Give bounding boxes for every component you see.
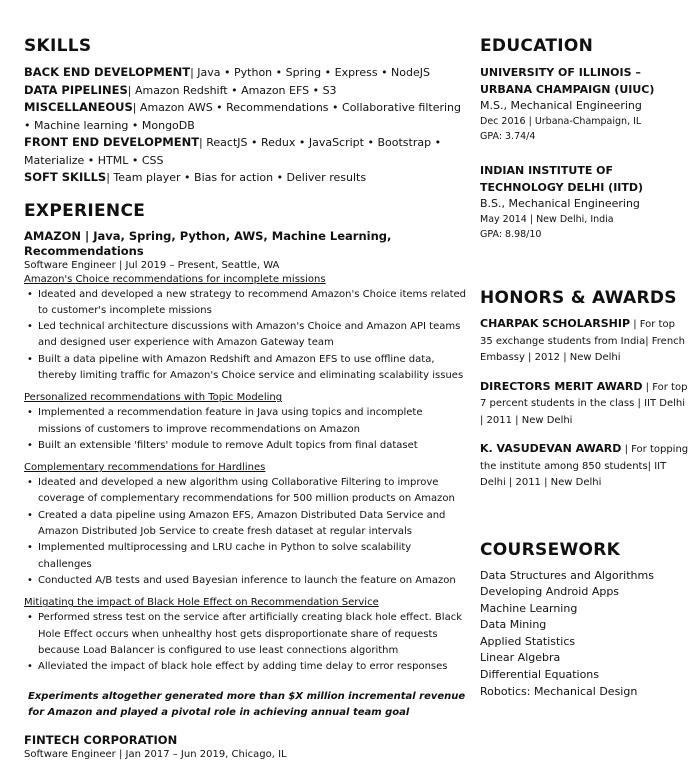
award-description: For top 35 exchange students from India| French Embassy | 2012 | New Delhi <box>480 319 685 363</box>
skill-category: DATA PIPELINES <box>24 82 128 97</box>
coursework-list <box>480 568 690 701</box>
award-separator: | <box>621 444 632 455</box>
project-title: Complementary recommendations for Hardlines <box>24 462 266 474</box>
experience-heading: EXPERIENCE <box>24 200 146 221</box>
coursework-heading: COURSEWORK <box>480 539 621 560</box>
left-column <box>24 36 468 762</box>
course-item: Data Mining <box>480 618 547 632</box>
award-description: For topping the institute among 850 students| IIT Delhi | 2011 | New Delhi <box>480 444 689 488</box>
course-item: Machine Learning <box>480 601 578 615</box>
project-bullets <box>24 475 468 589</box>
skill-values: | Java • Python • Spring • Express • NodeJS <box>190 66 430 79</box>
bullet-item: • Ideated and developed a new algorithm using Collaborative Filtering to improve coverage of complementary recommendations for 500 million products on Amazon <box>24 475 468 508</box>
impact-statement: Experiments altogether generated more than $X million incremental revenue for Amazon and played a pivotal role in achieving annual team goal <box>28 691 466 718</box>
education-entry <box>480 162 690 242</box>
project-title: Personalized recommendations with Topic Modeling <box>24 392 283 404</box>
award-description: For top 7 percent students in the class | IIT Delhi | 2011 | New Delhi <box>480 381 688 426</box>
company-amazon: AMAZON | Java, Spring, Python, AWS, Machine Learning, Recommendations <box>24 228 392 258</box>
skill-row <box>24 134 468 169</box>
institution-name: INDIAN INSTITUTE OF TECHNOLOGY DELHI (IITD) <box>480 164 644 194</box>
company-fintech: FINTECH CORPORATION <box>24 733 178 748</box>
award-entry <box>480 441 690 492</box>
award-name: CHARPAK SCHOLARSHIP <box>480 317 631 330</box>
award-entry <box>480 379 690 430</box>
course-item: Applied Statistics <box>480 634 576 648</box>
bullet-item: • Implemented multiprocessing and LRU cache in Python to solve scalability challenges <box>24 540 468 573</box>
skill-row <box>24 64 468 82</box>
skill-category: SOFT SKILLS <box>24 170 107 184</box>
course-item: Differential Equations <box>480 668 600 682</box>
right-column <box>480 36 690 700</box>
skill-row <box>24 82 468 100</box>
award-entry <box>480 316 690 367</box>
gpa: GPA: 3.74/4 <box>480 131 536 142</box>
award-separator: | <box>642 381 653 393</box>
course-item: Developing Android Apps <box>480 585 620 599</box>
bullet-item: • Performed stress test on the service after artificially creating black hole effect. Black Hole Effect occurs when unhealthy host gets disproportionate share of requests because Load Balancer is configured to use least connections algorithm <box>24 610 468 659</box>
project-title: Amazon's Choice recommendations for incomplete missions <box>24 273 326 285</box>
honors-heading: HONORS & AWARDS <box>480 288 677 308</box>
bullet-item: • Built an extensible 'filters' module to remove Adult topics from final dataset <box>24 438 468 454</box>
bullet-item: • Conducted A/B tests and used Bayesian inference to launch the feature on Amazon <box>24 573 468 589</box>
bullet-item: • Implemented a recommendation feature in Java using topics and incomplete missions of customers to improve recommendations on Amazon <box>24 405 468 438</box>
project-bullets <box>24 610 468 675</box>
skill-category: FRONT END DEVELOPMENT <box>24 135 200 149</box>
skills-list <box>24 64 468 187</box>
skill-values: | ReactJS • Redux • JavaScript • Bootstrap • Materialize • HTML • CSS <box>24 136 442 167</box>
skill-values: | Team player • Bias for action • Deliver results <box>106 171 367 184</box>
institution-name: UNIVERSITY OF ILLINOIS – URBANA CHAMPAIGN (UIUC) <box>480 66 655 96</box>
education-details: May 2014 | New Delhi, India <box>480 214 614 225</box>
bullet-item: • Created a data pipeline using Amazon EFS, Amazon Distributed Data Service and Amazon Distributed Job Service to create fresh dataset at regular intervals <box>24 508 468 541</box>
skill-category: MISCELLANEOUS <box>24 100 133 114</box>
skill-values: | Amazon Redshift • Amazon EFS • S3 <box>127 83 337 97</box>
education-heading: EDUCATION <box>480 36 594 56</box>
bullet-item: • Led technical architecture discussions with Amazon's Choice and Amazon API teams and designed user experience with Amazon Gateway team <box>24 319 468 352</box>
bullet-item: • Ideated and developed a new strategy to recommend Amazon's Choice items related to customer's incomplete missions <box>24 287 468 320</box>
skill-category: BACK END DEVELOPMENT <box>24 65 191 79</box>
education-entry <box>480 64 690 144</box>
skills-heading: SKILLS <box>24 36 92 56</box>
skill-row <box>24 99 468 134</box>
project-bullets <box>24 287 468 385</box>
course-item: Linear Algebra <box>480 651 561 665</box>
role-fintech: Software Engineer | Jan 2017 – Jun 2019, Chicago, IL <box>24 749 287 761</box>
skill-row <box>24 169 468 187</box>
degree: M.S., Mechanical Engineering <box>480 99 642 112</box>
gpa: GPA: 8.98/10 <box>480 229 542 240</box>
bullet-item: • Alleviated the impact of black hole effect by adding time delay to error responses <box>24 659 468 675</box>
skill-values: | Amazon AWS • Recommendations • Collaborative filtering • Machine learning • MongoDB <box>24 101 462 132</box>
project-title: Mitigating the impact of Black Hole Effect on Recommendation Service <box>24 597 379 609</box>
course-item: Robotics: Mechanical Design <box>480 684 638 698</box>
award-name: DIRECTORS MERIT AWARD <box>480 379 643 393</box>
award-name: K. VASUDEVAN AWARD <box>480 442 622 455</box>
degree: B.S., Mechanical Engineering <box>480 197 640 210</box>
bullet-item: • Built a data pipeline with Amazon Redshift and Amazon EFS to use offline data, thereby limiting traffic for Amazon's Choice service and eliminating scalability issues <box>24 352 468 385</box>
education-details: Dec 2016 | Urbana-Champaign, IL <box>480 116 642 127</box>
award-separator: | <box>630 319 640 330</box>
course-item: Data Structures and Algorithms <box>480 568 654 582</box>
role-amazon: Software Engineer | Jul 2019 – Present, Seattle, WA <box>24 259 280 271</box>
project-bullets <box>24 405 468 454</box>
